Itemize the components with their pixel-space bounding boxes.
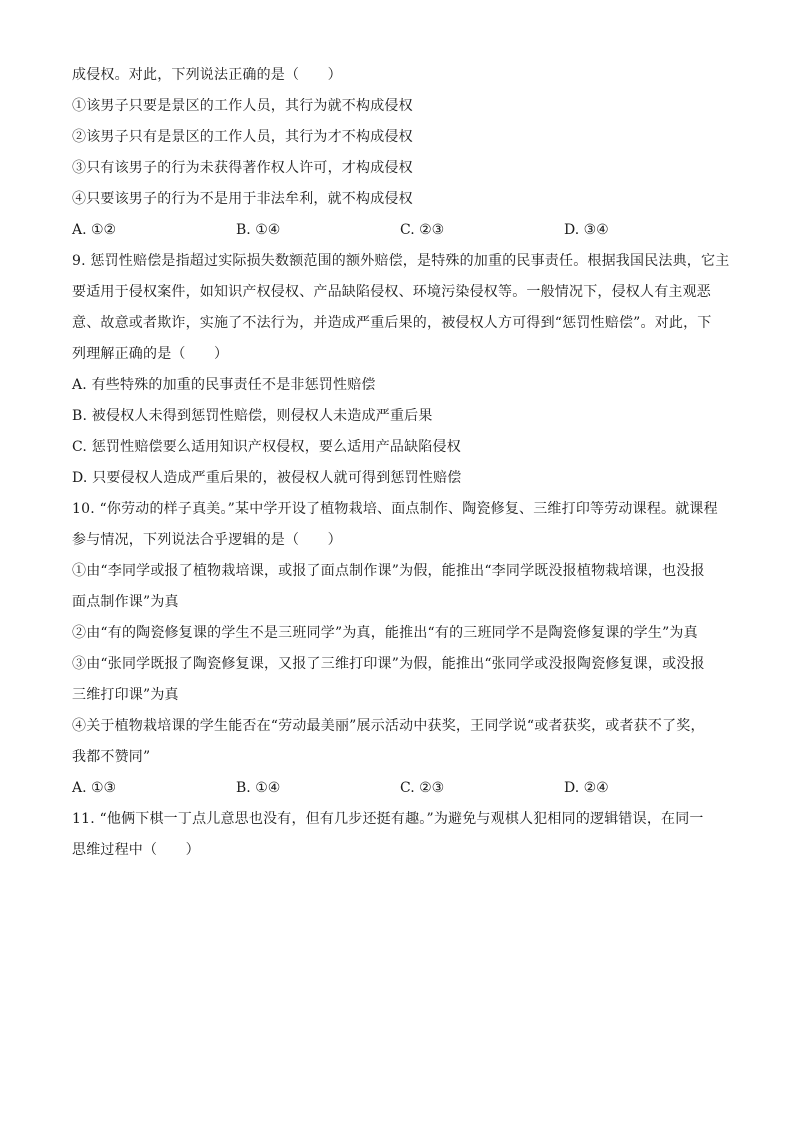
- q9-option-b: B. 被侵权人未得到惩罚性赔偿，则侵权人未造成严重后果: [72, 408, 433, 424]
- q9-stem-line-1: 9. 惩罚性赔偿是指超过实际损失数额范围的额外赔偿，是特殊的加重的民事责任。根据我国民法典，它主: [72, 253, 730, 269]
- question-11: [72, 804, 732, 866]
- q9-option-d: D. 只要侵权人造成严重后果的，被侵权人就可得到惩罚性赔偿: [72, 470, 462, 486]
- question-10: [72, 494, 732, 804]
- q9-stem-line-4: 列理解正确的是（ ）: [72, 346, 229, 362]
- q10-statement-4a: ④关于植物栽培课的学生能否在“劳动最美丽”展示活动中获奖，王同学说“或者获奖，或者获不了奖，: [72, 718, 705, 734]
- question-9: [72, 246, 732, 494]
- q9-option-c: C. 惩罚性赔偿要么适用知识产权侵权，要么适用产品缺陷侵权: [72, 439, 461, 455]
- q10-stem-line-2: 参与情况，下列说法合乎逻辑的是（ ）: [72, 532, 342, 548]
- q8-option-d: D. ③④: [564, 222, 609, 238]
- q8-option-a: A. ①②: [72, 222, 117, 238]
- q8-statement-1: ①该男子只要是景区的工作人员，其行为就不构成侵权: [72, 98, 413, 114]
- q8-options: [72, 215, 732, 246]
- q9-option-a: A. 有些特殊的加重的民事责任不是非惩罚性赔偿: [72, 377, 376, 393]
- q10-option-c: C. ②③: [400, 780, 445, 796]
- document-page: [72, 60, 732, 866]
- q10-option-a: A. ①③: [72, 780, 117, 796]
- q10-stem-line-1: 10. “你劳动的样子真美。”某中学开设了植物栽培、面点制作、陶瓷修复、三维打印等劳动课程。就课程: [72, 501, 718, 517]
- q10-statement-1a: ①由“李同学或报了植物栽培课，或报了面点制作课”为假，能推出“李同学既没报植物栽培课，也没报: [72, 563, 705, 579]
- q8-option-c: C. ②③: [400, 222, 445, 238]
- q9-stem-line-3: 意、故意或者欺诈，实施了不法行为，并造成严重后果的，被侵权人方可得到“惩罚性赔偿”。对此，下: [72, 315, 712, 331]
- question-8: [72, 60, 732, 246]
- q10-statement-3b: 三维打印课”为真: [72, 687, 179, 703]
- q10-statement-2: ②由“有的陶瓷修复课的学生不是三班同学”为真，能推出“有的三班同学不是陶瓷修复课的学生”为真: [72, 625, 698, 641]
- q10-options: [72, 773, 732, 804]
- q10-option-d: D. ②④: [564, 780, 609, 796]
- q10-option-b: B. ①④: [236, 780, 281, 796]
- q8-statement-4: ④只要该男子的行为不是用于非法牟利，就不构成侵权: [72, 191, 413, 207]
- q8-statement-3: ③只有该男子的行为未获得著作权人许可，才构成侵权: [72, 160, 413, 176]
- q11-stem-line-2: 思维过程中（ ）: [72, 842, 200, 858]
- q10-statement-3a: ③由“张同学既报了陶瓷修复课，又报了三维打印课”为假，能推出“张同学或没报陶瓷修复课，或没报: [72, 656, 705, 672]
- q8-option-b: B. ①④: [236, 222, 281, 238]
- q10-statement-4b: 我都不赞同”: [72, 749, 151, 765]
- q8-statement-2: ②该男子只有是景区的工作人员，其行为才不构成侵权: [72, 129, 413, 145]
- q10-statement-1b: 面点制作课”为真: [72, 594, 179, 610]
- q8-stem-tail: 成侵权。对此，下列说法正确的是（ ）: [72, 67, 342, 83]
- q9-stem-line-2: 要适用于侵权案件，如知识产权侵权、产品缺陷侵权、环境污染侵权等。一般情况下，侵权人有主观恶: [72, 284, 711, 300]
- q11-stem-line-1: 11. “他俩下棋一丁点儿意思也没有，但有几步还挺有趣。”为避免与观棋人犯相同的逻辑错误，在同一: [72, 811, 704, 827]
